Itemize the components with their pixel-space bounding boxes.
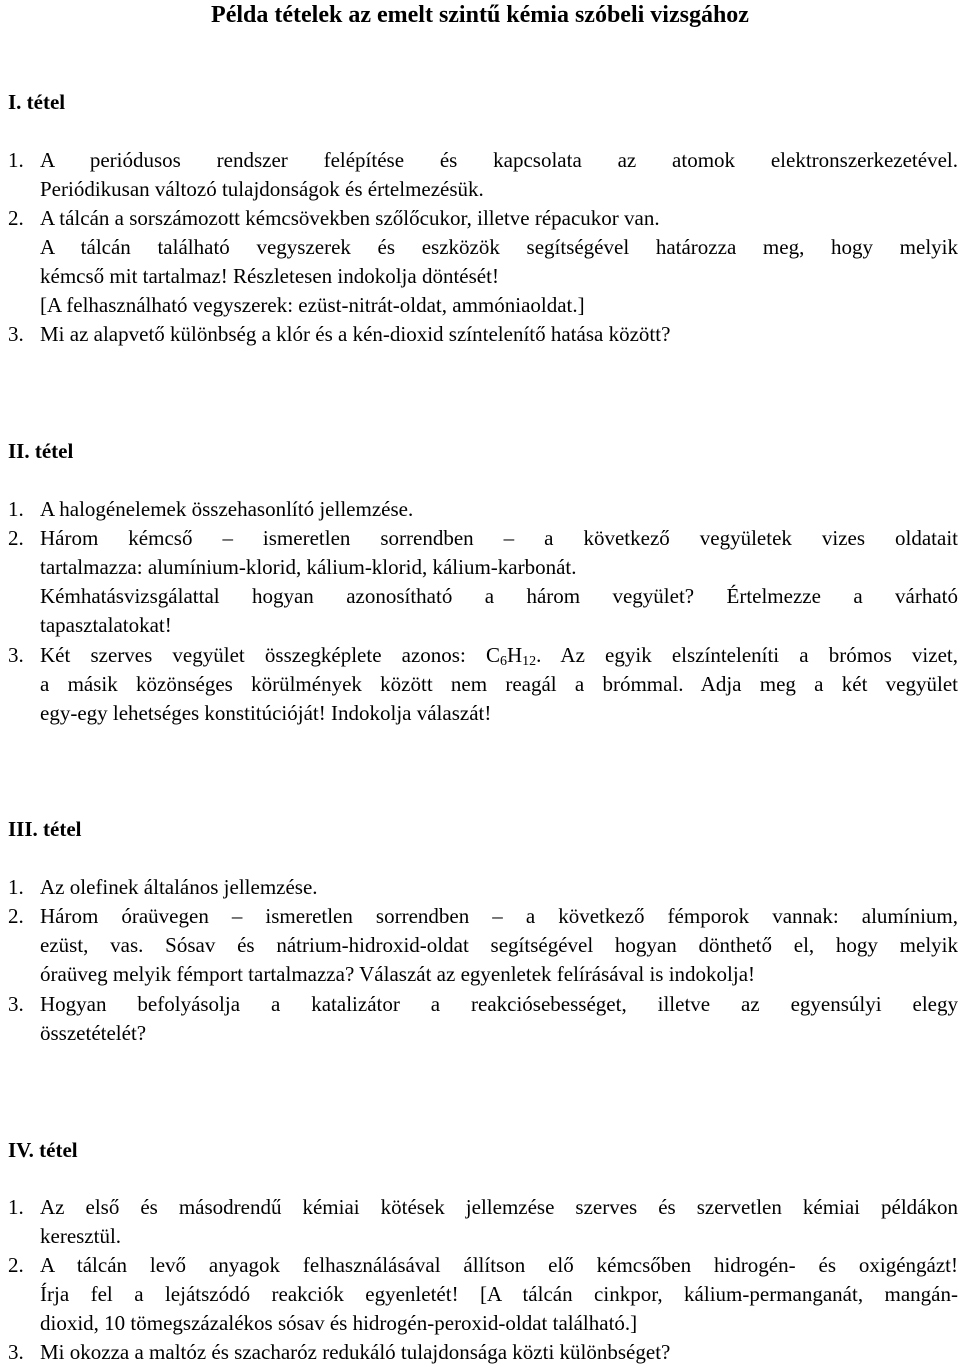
item-line: óraüveg melyik fémport tartalmazza? Válaszát az egyenletek felírásával is indokolja! <box>40 962 756 986</box>
item-number: 1. <box>8 875 24 899</box>
item-line: dioxid, 10 tömegszázalékos sósav és hidrogén-peroxid-oldat található.] <box>40 1311 638 1335</box>
item-line: kémcső mit tartalmaz! Részletesen indokolja döntését! <box>40 264 499 288</box>
item-line: Kémhatásvizsgálattal hogyan azonosítható a három vegyület? Értelmezze a várható <box>40 584 958 608</box>
subscript: 12 <box>522 654 537 669</box>
item-line: A periódusos rendszer felépítése és kapcsolata az atomok elektronszerkezetével. <box>40 148 958 172</box>
list-item <box>8 495 958 524</box>
subscript: 6 <box>499 654 507 669</box>
item-line: Az első és másodrendű kémiai kötések jellemzése szerves és szervetlen kémiai példákon <box>40 1195 958 1219</box>
list-item <box>8 873 958 902</box>
item-line: Mi az alapvető különbség a klór és a kén-dioxid színtelenítő hatása között? <box>40 322 671 346</box>
item-line: ezüst, vas. Sósav és nátrium-hidroxid-oldat segítségével hogyan dönthető el, hogy melyik <box>40 933 958 957</box>
section-title-1: I. tétel <box>8 90 66 114</box>
item-number: 3. <box>8 992 24 1016</box>
item-number: 1. <box>8 148 24 172</box>
item-line: Periódikusan változó tulajdonságok és értelmezésük. <box>40 177 484 201</box>
item-line: Az olefinek általános jellemzése. <box>40 875 318 899</box>
item-line: a másik közönséges körülmények között nem reagál a brómmal. Adja meg a két vegyület <box>40 672 958 696</box>
item-line: A tálcán található vegyszerek és eszközök segítségével határozza meg, hogy melyik <box>40 235 958 259</box>
list-item <box>8 524 958 640</box>
item-line: tapasztalatokat! <box>40 613 172 637</box>
item-line: keresztül. <box>40 1224 122 1248</box>
section-title-4: IV. tétel <box>8 1138 78 1162</box>
list-item <box>8 1338 958 1367</box>
list-item <box>8 641 958 728</box>
item-number: 3. <box>8 643 24 667</box>
section-title-3: III. tétel <box>8 817 82 841</box>
item-line-formula <box>8 641 958 670</box>
item-line: A halogénelemek összehasonlító jellemzése. <box>40 497 414 521</box>
item-text: . Az egyik elszínteleníti a brómos vizet, <box>536 643 958 667</box>
item-number: 2. <box>8 904 24 928</box>
item-line: Hogyan befolyásolja a katalizátor a reakciósebességet, illetve az egyensúlyi elegy <box>40 992 958 1016</box>
item-line: egy-egy lehetséges konstitúcióját! Indokolja válaszát! <box>40 701 492 725</box>
item-line: Három kémcső – ismeretlen sorrendben – a következő vegyületek vizes oldatait <box>40 526 958 550</box>
item-text: H <box>506 643 523 667</box>
document-title: Példa tételek az emelt szintű kémia szóbeli vizsgához <box>211 2 749 28</box>
item-number: 2. <box>8 526 24 550</box>
item-number: 3. <box>8 322 24 346</box>
item-number: 3. <box>8 1340 24 1364</box>
item-line: Mi okozza a maltóz és szacharóz redukáló tulajdonsága közti különbséget? <box>40 1340 671 1364</box>
item-number: 1. <box>8 497 24 521</box>
item-line: A tálcán a sorszámozott kémcsövekben szőlőcukor, illetve répacukor van. <box>40 206 660 230</box>
item-line: összetételét? <box>40 1021 147 1045</box>
item-line: [A felhasználható vegyszerek: ezüst-nitrát-oldat, ammóniaoldat.] <box>40 293 585 317</box>
item-line: Írja fel a lejátszódó reakciók egyenletét! [A tálcán cinkpor, kálium-permanganát, mangán- <box>40 1282 958 1306</box>
item-text: Két szerves vegyület összegképlete azonos: C <box>40 643 500 667</box>
list-item <box>8 1193 958 1251</box>
list-item <box>8 902 958 989</box>
item-number: 1. <box>8 1195 24 1219</box>
list-item <box>8 990 958 1048</box>
list-item <box>8 320 958 349</box>
item-line: Három óraüvegen – ismeretlen sorrendben – a következő fémporok vannak: alumínium, <box>40 904 958 928</box>
item-line: A tálcán levő anyagok felhasználásával állítson elő kémcsőben hidrogén- és oxigéngázt! <box>40 1253 958 1277</box>
section-title-2: II. tétel <box>8 439 74 463</box>
item-number: 2. <box>8 206 24 230</box>
item-number: 2. <box>8 1253 24 1277</box>
list-item <box>8 1251 958 1338</box>
list-item <box>8 204 958 320</box>
list-item <box>8 146 958 204</box>
item-line: tartalmazza: alumínium-klorid, kálium-klorid, kálium-karbonát. <box>40 555 577 579</box>
